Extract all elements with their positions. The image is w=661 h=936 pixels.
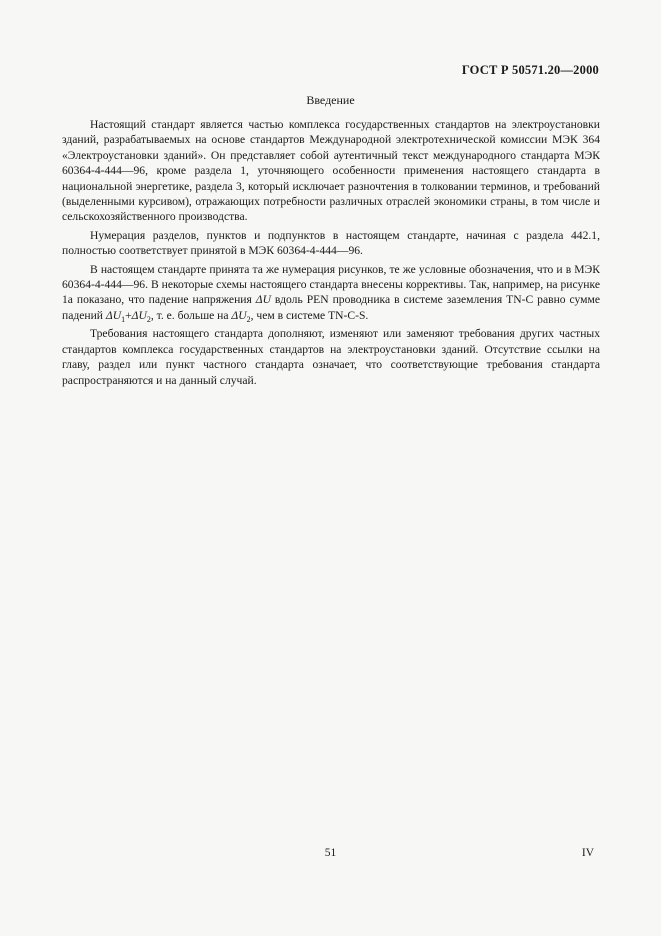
paragraph-numbering: Нумерация разделов, пунктов и подпунктов в настоящем стандарте, начиная с раздела 442.1, полностью соответствует принятой в МЭК 60364-4-444—96. bbox=[62, 228, 600, 258]
paragraph-figures-text-d: , чем в системе TN-C-S. bbox=[250, 308, 369, 322]
roman-page-number: IV bbox=[581, 847, 594, 859]
section-title: Введение bbox=[306, 93, 355, 107]
math-delta-u2: ΔU bbox=[131, 308, 147, 322]
page-number: 51 bbox=[324, 847, 337, 859]
math-sub-2-second: 2 bbox=[246, 314, 251, 324]
math-delta-u1: ΔU bbox=[105, 308, 122, 322]
paragraph-figures-text-a: В настоящем стандарте принята та же нумерация рисунков, те же условные обозначения, что и в МЭК 60364-4-444—96. В некоторые схемы настоящего стандарта внесены коррективы. Так, например, на рисунке 1а показано, что падение напряжения bbox=[62, 262, 600, 307]
math-sum-expression bbox=[106, 309, 151, 322]
paragraph-figures-text-b: вдоль PEN проводника в системе заземления TN-C равно сумме падений bbox=[62, 293, 600, 322]
math-delta-u2-second: ΔU bbox=[231, 308, 247, 322]
math-delta-u2-expression bbox=[231, 309, 250, 322]
document-body bbox=[62, 117, 600, 391]
math-delta-u: ΔU bbox=[255, 293, 271, 307]
math-sub-2: 2 bbox=[146, 314, 151, 324]
document-header: ГОСТ Р 50571.20—2000 bbox=[461, 63, 599, 77]
math-sub-1: 1 bbox=[121, 314, 126, 324]
paragraph-intro: Настоящий стандарт является частью комплекса государственных стандартов на электроустановки зданий, разрабатываемых на основе стандартов Международной электротехнической комиссии МЭК 364 «Электроустановки зданий». Он представляет собой аутентичный текст международного стандарта МЭК 60364-4-444—96, кроме раздела 1, уточняющего особенности применения настоящего стандарта в национальной энергетике, раздела 3, который исключает разночтения в толковании терминов, и требований (выделенными курсивом), отражающих потребности различных отраслей экономики страны, в том числе и сельскохозяйственного производства. bbox=[62, 118, 600, 224]
math-plus: + bbox=[125, 308, 132, 322]
paragraph-figures bbox=[62, 262, 600, 324]
paragraph-figures-text-c: , т. е. больше на bbox=[150, 308, 232, 322]
paragraph-requirements: Требования настоящего стандарта дополняют, изменяют или заменяют требования других частных стандартов комплекса государственных стандартов на электроустановки зданий. Отсутствие ссылки на главу, раздел или пункт частного стандарта означает, что соответствующие требования стандарта распространяются и на данный случай. bbox=[62, 327, 600, 387]
